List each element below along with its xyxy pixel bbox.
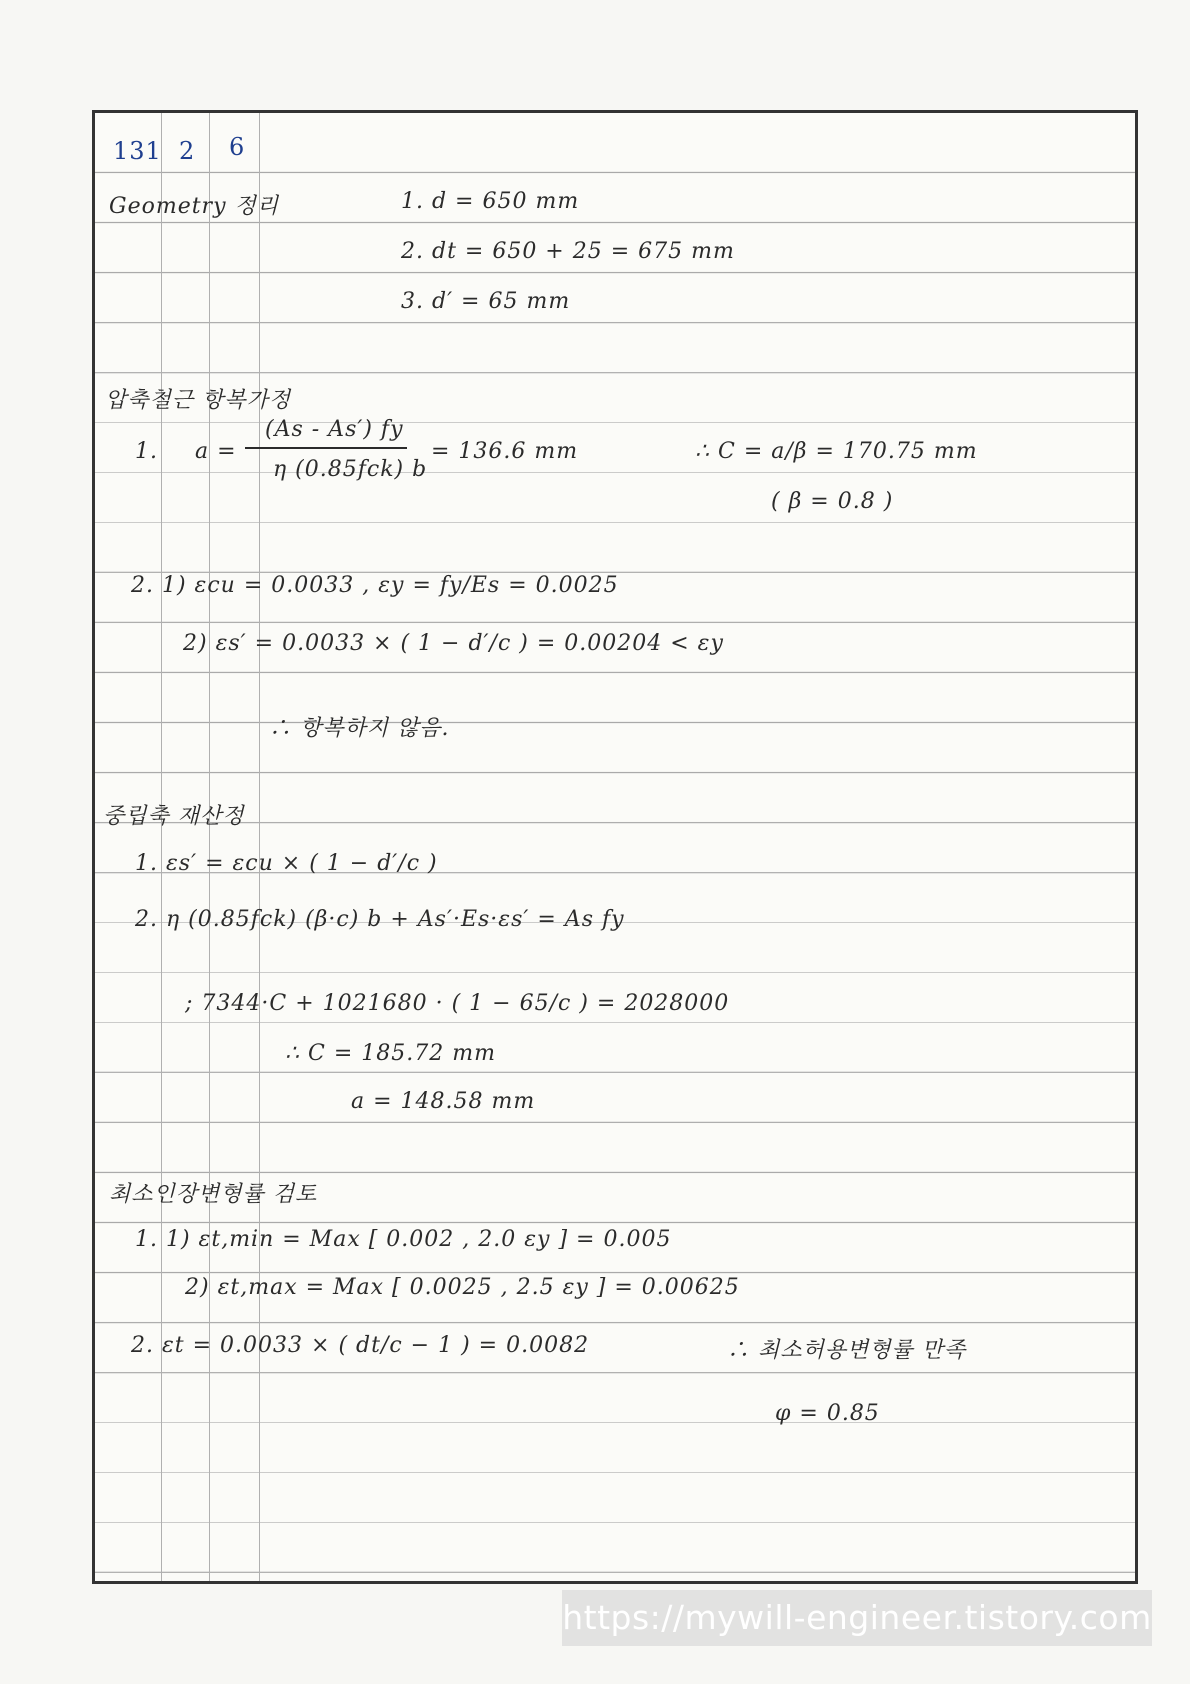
s3-phi: φ = 0.85 [775,1401,880,1426]
margin-line-3 [259,113,260,1581]
section-3-title: 최소인장변형률 검토 [109,1182,318,1207]
margin-line-2 [209,113,210,1581]
s3-conclusion: ∴ 최소허용변형률 만족 [727,1338,967,1363]
s1-a-result: = 136.6 mm [431,439,579,464]
s1-c-result: ∴ C = a/β = 170.75 mm [695,439,978,464]
s1-a-denominator: η (0.85fck) b [273,457,428,482]
lined-paper-sheet [92,110,1138,1584]
s1-conclusion: ∴ 항복하지 않음. [269,716,450,741]
geometry-line-2: 2. dt = 650 + 25 = 675 mm [401,239,735,264]
s1-item-label: 1. [135,439,158,464]
geometry-line-1: 1. d = 650 mm [401,189,580,214]
s2-line-3: ; 7344·C + 1021680 · ( 1 − 65/c ) = 2028000 [185,991,730,1016]
geometry-title: Geometry 정리 [109,194,280,219]
header-number-1: 131 [113,137,162,165]
s3-line-2: 2) εt,max = Max [ 0.0025 , 2.5 εy ] = 0.00625 [185,1275,740,1300]
s1-a-lhs: a = [195,439,237,464]
fraction-bar [245,447,407,449]
header-number-3: 6 [229,133,246,161]
header-number-2: 2 [179,137,196,165]
s1-line-3: 2) εs′ = 0.0033 × ( 1 − d′/c ) = 0.00204 < εy [183,631,724,656]
geometry-line-3: 3. d′ = 65 mm [401,289,571,314]
watermark-url: https://mywill-engineer.tistory.com [562,1590,1152,1646]
s2-line-4: ∴ C = 185.72 mm [285,1041,496,1066]
section-2-title: 중립축 재산정 [103,804,245,829]
margin-line-1 [161,113,162,1581]
s1-line-2: 2. 1) εcu = 0.0033 , εy = fy/Es = 0.0025 [131,573,619,598]
section-1-title: 압축철근 항복가정 [105,388,292,413]
s3-line-3: 2. εt = 0.0033 × ( dt/c − 1 ) = 0.0082 [131,1333,590,1358]
s2-line-5: a = 148.58 mm [351,1089,536,1114]
s1-beta: ( β = 0.8 ) [771,489,894,514]
s1-a-numerator: (As - As′) fy [265,417,404,442]
s2-line-1: 1. εs′ = εcu × ( 1 − d′/c ) [135,851,438,876]
s3-line-1: 1. 1) εt,min = Max [ 0.002 , 2.0 εy ] = 0.005 [135,1227,672,1252]
s2-line-2: 2. η (0.85fck) (β·c) b + As′·Es·εs′ = As fy [135,907,625,932]
